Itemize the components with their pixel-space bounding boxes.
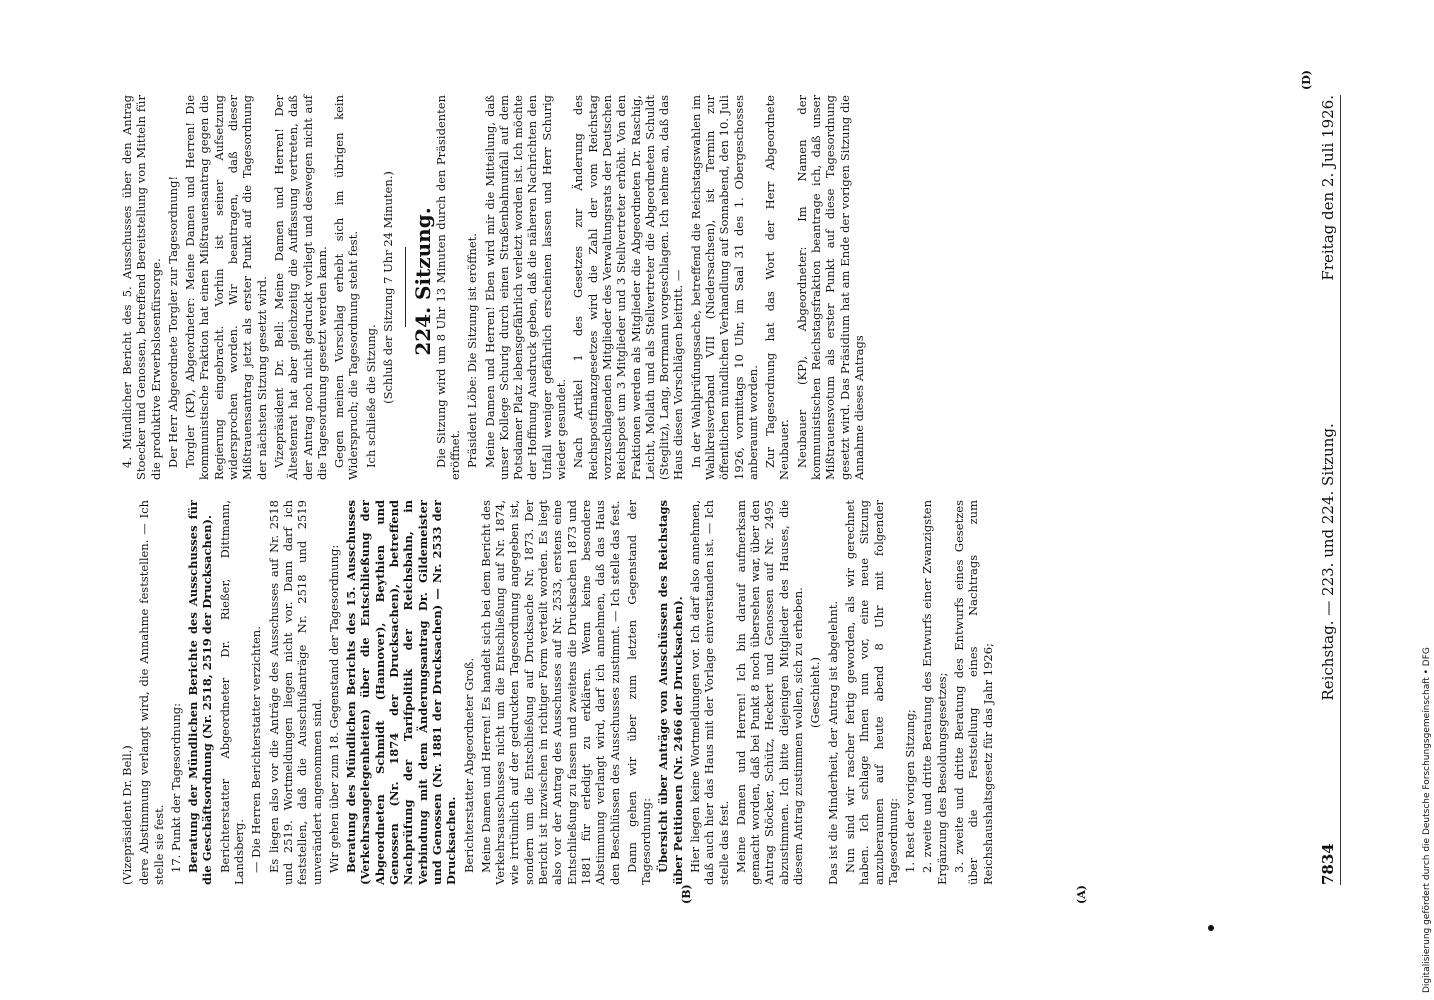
paragraph: Gegen meinen Vorschlag erhebt sich im übrigen kein Widerspruch; die Tagesordnung steht fest. (332, 95, 361, 480)
paragraph: (Schluß der Sitzung 7 Uhr 24 Minuten.) (381, 171, 396, 404)
paragraph: Die Sitzung wird um 8 Uhr 13 Minuten durch den Präsidenten eröffnet. (433, 95, 462, 480)
paragraph: Der Herr Abgeordnete Torgler zur Tagesordnung! (165, 175, 180, 468)
margin-mark-b: (B) (680, 884, 693, 904)
margin-mark-d: (D) (1300, 70, 1313, 90)
paragraph: dere Abstimmung verlangt wird, die Annahme feststellen. — Ich stelle sie fest. (137, 500, 166, 885)
list-item: 3. zweite und dritte Beratung des Entwurfs eines Gesetzes über die Feststellung eines Nachtrags zum Reichshaushaltsgesetz für das Jahr 1926; (952, 500, 995, 885)
ink-dot (1208, 925, 1214, 931)
right-column (120, 95, 1310, 480)
margin-mark-a: (A) (1075, 885, 1088, 904)
list-item: 1. Rest der vorigen Sitzung; (903, 709, 918, 873)
paragraph: Es liegen also vor die Anträge des Ausschusses auf Nr. 2518 und 2519. Wortmeldungen liegen nicht vor. Dann darf ich feststellen, daß die Ausschußanträge Nr. 2518 und 2519 unverändert angenommen sind. (266, 500, 324, 885)
paragraph: Meine Damen und Herren! Eben wird mir die Mitteilung, daß unser Kollege Schurig durch einen Straßenbahnunfall auf dem Potsdamer Platz lebensgefährlich verletzt worden ist. Ich möchte der Hoffnung Ausdruck geben, daß die näheren Nachrichten den Unfall weniger gefährlich erscheinen lassen und Herr Schurig wieder gesundet. (482, 95, 569, 480)
speaker-ref: (Vizepräsident Dr. Bell.) (120, 745, 134, 885)
paragraph: Meine Damen und Herren! Es handelt sich bei dem Bericht des Verkehrsausschusses nicht um die Entschließung auf Nr. 1874, wie irrtümlich auf der gedruckten Tagesordnung angegeben ist, sondern um die Entschließung auf Drucksache Nr. 1873. Der Bericht ist inzwischen in richtiger Form verteilt worden. Es liegt also vor der Antrag des Ausschusses auf Nr. 2533, erstens eine Entschließung zu fassen und zweitens die Drucksachen 1873 und 1881 für erledigt zu erklären. Wenn keine besondere Abstimmung verlangt wird, darf ich annehmen, daß das Haus den Beschlüssen des Ausschusses zustimmt. — Ich stelle das fest. (478, 500, 622, 885)
paragraph: Ich schließe die Sitzung. (363, 324, 378, 468)
paragraph: Berichterstatter Abgeordneter Dr. Rießer, Dittmann, Landsberg. (217, 500, 247, 885)
header-date: Freitag den 2. Juli 1926. (1319, 95, 1337, 281)
paragraph: In der Wahlprüfungssache, betreffend die Reichstagswahlen im Wahlkreisverband VIII (Niedersachsen), ist Termin zur öffentlichen mündlichen Verhandlung auf Sonnabend, den 10. Juli 1926, vormittags 10 Uhr, im Saal 31 des 1. Obergeschosses anberaumt worden. (688, 95, 760, 480)
list-item: 2. zweite und dritte Beratung des Entwurfs einer Zwanzigsten Ergänzung des Besoldungsgesetzes; (920, 500, 949, 885)
paragraph: Vizepräsident Dr. Bell: Meine Damen und Herren! Der Ältestenrat hat aber gleichzeitig die Auffassung vertreten, daß der Antrag noch nicht gedruckt vorliegt und deswegen nicht auf die Tagesordnung gesetzt werden kann. (271, 95, 329, 480)
paragraph: — Die Herren Berichterstatter verzichten. (249, 626, 264, 873)
digitization-credit: Digitalisierung gefördert durch die Deutsche Forschungsgemeinschaft • DFG (1422, 647, 1432, 993)
paragraph: Präsident Löbe: Die Sitzung ist eröffnet. (465, 233, 480, 468)
agenda-heading: Beratung der Mündlichen Berichte des Ausschusses für die Geschäftsordnung (Nr. 2518, 2519 der Drucksachen). (186, 500, 215, 885)
paragraph: (Geschieht.) (808, 657, 823, 728)
agenda-heading: Übersicht über Anträge von Ausschüssen des Reichstags über Petitionen (Nr. 2466 der Drucksachen). (656, 500, 685, 885)
paragraph: Das ist die Minderheit, der Antrag ist abgelehnt. (825, 600, 840, 885)
paragraph: Hier liegen keine Wortmeldungen vor. Ich darf also annehmen, daß auch hier das Haus mit der Vorlage einverstanden ist. — Ich stelle das fest. (687, 500, 731, 885)
agenda-heading: Beratung des Mündlichen Berichts des 15. Ausschusses (Verkehrsangelegenheiten) über die Entschließung der Abgeordneten Schmidt (Hannover), Beythien und Genossen (Nr. 1874 der Drucksachen), betreffend Nachprüfung der Tarifpolitik der Reichsbahn, in Verbindung mit dem Änderungsantrag Dr. Gildemeister und Genossen (Nr. 1881 der Drucksachen) — Nr. 2533 der Drucksachen. (344, 500, 459, 885)
list-item: 4. Mündlicher Bericht des 5. Ausschusses über den Antrag Stoecker und Genossen, betreffend Bereitstellung von Mitteln für die produktive Erwerbslosenfürsorge. (120, 95, 163, 480)
paragraph: Nun sind wir rascher fertig geworden, als wir gerechnet haben. Ich schlage Ihnen nun vor, eine neue Sitzung anzuberaumen auf heute abend 8 Uhr mit folgender Tagesordnung: (842, 500, 900, 885)
paragraph: Nach Artikel 1 des Gesetzes zur Änderung des Reichspostfinanzgesetzes wird die Zahl der vom Reichstag vorzuschlagenden Mitglieder des Verwaltungsrats der Deutschen Reichspost um 3 Mitglieder und 3 Stellvertreter erhöht. Von den Fraktionen werden als Mitglieder die Abgeordneten Dr. Raschig, Leicht, Mollath und als Stellvertreter die Abgeordneten Schuldt (Steglitz), Lang, Borrmann vorgeschlagen. Ich nehme an, daß das Haus diesen Vorschlägen beitritt. — (571, 95, 686, 480)
session-title: 224. Sitzung. (411, 207, 436, 356)
agenda-item: 17. Punkt der Tagesordnung: (168, 702, 183, 873)
page-header (1314, 95, 1342, 885)
paragraph: Dann gehen wir über zum letzten Gegenstand der Tagesordnung: (624, 500, 654, 885)
page-number: 7834 (1319, 843, 1337, 885)
paragraph: Torgler (KP), Abgeordneter: Meine Damen und Herren! Die kommunistische Fraktion hat einen Mißtrauensantrag gegen die Regierung eingebracht. Vorhin ist seiner Aufsetzung widersprochen worden. Wir beantragen, daß dieser Mißtrauensantrag jetzt als erster Punkt auf die Tagesordnung der nächsten Sitzung gesetzt wird. (183, 95, 269, 480)
paragraph: Meine Damen und Herren! Ich bin darauf aufmerksam gemacht worden, daß bei Punkt 8 noch übersehen war, über den Antrag Stöcker, Schütz, Heckert und Genossen auf Nr. 2495 abzustimmen. Ich bitte diejenigen Mitglieder des Hauses, die diesem Antrag zustimmen wollen, sich zu erheben. (733, 500, 806, 885)
running-title: Reichstag. — 223. und 224. Sitzung. (1319, 423, 1337, 701)
left-column (120, 500, 1310, 885)
paragraph: Neubauer (KP), Abgeordneter: Im Namen der kommunistischen Reichstagsfraktion beantrage ich, daß unser Mißtrauensvotum als erster Punkt auf diese Tagesordnung gesetzt wird. Das Präsidium hat am Ende der vorigen Sitzung die Annahme dieses Antrags (794, 95, 866, 480)
paragraph: Zur Tagesordnung hat das Wort der Herr Abgeordnete Neubauer. (763, 95, 792, 480)
separator-rule (405, 248, 406, 328)
paragraph: Wir gehen über zum 18. Gegenstand der Tagesordnung: (326, 544, 341, 873)
paragraph: Berichterstatter Abgeordneter Groß. (461, 657, 476, 873)
header-rule (1340, 95, 1341, 885)
